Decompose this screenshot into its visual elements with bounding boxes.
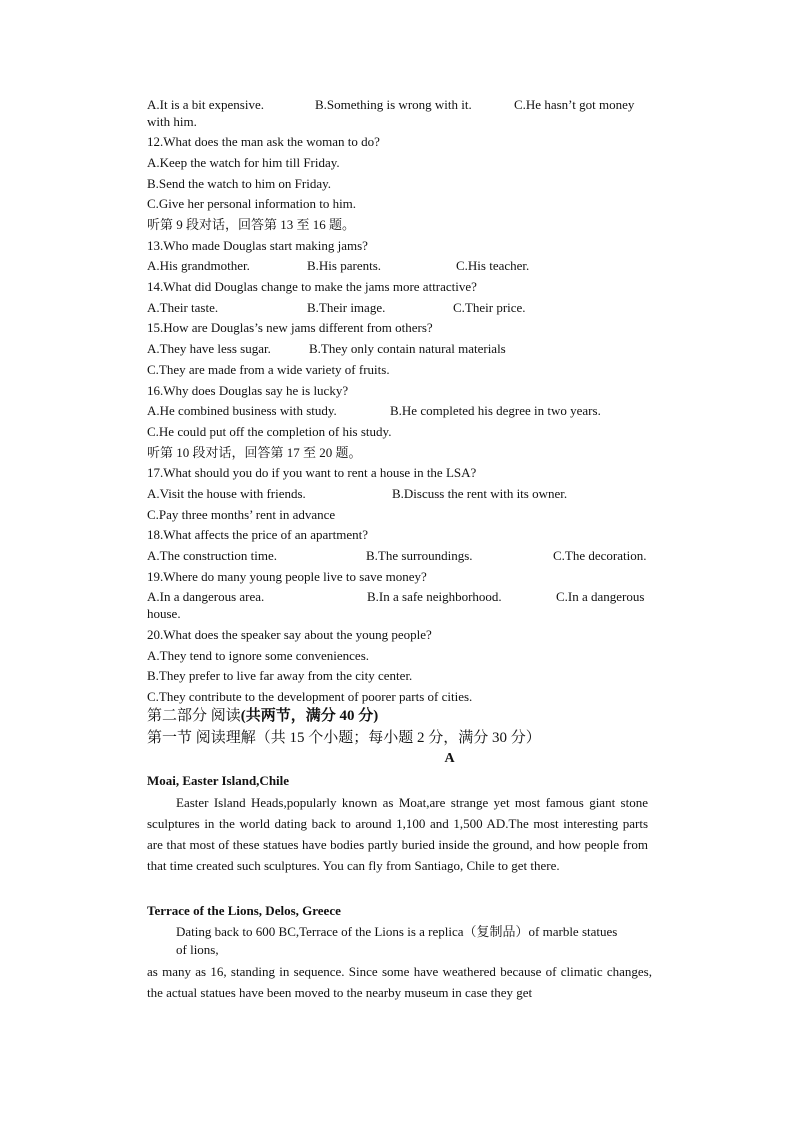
moai-paragraph: Easter Island Heads,popularly known as Moat,are strange yet most famous giant stone sculptures in the world dating back to around 1,100 and 1,500 AD.The most interesting parts are that most of these statues have bodies partly buried inside the ground, and how people from that time created such sculptures. You can fly from Santiago, Chile to get there. (147, 795, 648, 873)
q19-option-c-continued: house. (147, 606, 181, 621)
q14-option-a: A.Their taste. (147, 300, 219, 315)
q20-option-c: C.They contribute to the development of poorer parts of cities. (147, 689, 473, 704)
q13-option-a: A.His grandmother. (147, 258, 250, 273)
q14-stem: 14.What did Douglas change to make the jams more attractive? (147, 279, 477, 294)
terrace-line-2: of lions, (176, 942, 219, 957)
q19-option-a: A.In a dangerous area. (147, 589, 265, 604)
terrace-line-1: Dating back to 600 BC,Terrace of the Lions is a replica（复制品）of marble statues (176, 924, 618, 939)
q13-stem: 13.Who made Douglas start making jams? (147, 238, 368, 253)
q19-stem: 19.Where do many young people live to save money? (147, 569, 427, 584)
q17-option-a: A.Visit the house with friends. (147, 486, 306, 501)
q18-option-c: C.The decoration. (553, 548, 647, 563)
section1-heading: 第一节 阅读理解（共 15 个小题；每小题 2 分，满分 30 分） (147, 730, 541, 746)
q12-option-c: C.Give her personal information to him. (147, 196, 357, 211)
q17-stem: 17.What should you do if you want to rent a house in the LSA? (147, 465, 477, 480)
part2-heading-label: 第二部分 阅读 (147, 708, 241, 724)
q15-option-c: C.They are made from a wide variety of fruits. (147, 362, 390, 377)
instruction-dialogue-9: 听第 9 段对话，回答第 13 至 16 题。 (147, 217, 356, 232)
q15-option-b: B.They only contain natural materials (309, 341, 506, 356)
q20-option-a: A.They tend to ignore some conveniences. (147, 648, 370, 663)
part2-heading (147, 707, 378, 725)
q12-stem: 12.What does the man ask the woman to do? (147, 134, 380, 149)
q18-stem: 18.What affects the price of an apartment? (147, 527, 369, 542)
q17-option-b: B.Discuss the rent with its owner. (392, 486, 568, 501)
q12-option-a: A.Keep the watch for him till Friday. (147, 155, 340, 170)
q16-option-a: A.He combined business with study. (147, 403, 337, 418)
q18-option-b: B.The surroundings. (366, 548, 473, 563)
q12-option-b: B.Send the watch to him on Friday. (147, 176, 332, 191)
q13-option-b: B.His parents. (307, 258, 382, 273)
q14-option-b: B.Their image. (307, 300, 386, 315)
q14-option-c: C.Their price. (453, 300, 526, 315)
part2-heading-score: (共两节，满分 40 分) (240, 708, 379, 724)
q16-stem: 16.Why does Douglas say he is lucky? (147, 383, 349, 398)
terrace-title: Terrace of the Lions, Delos, Greece (147, 903, 341, 918)
q13-option-c: C.His teacher. (456, 258, 530, 273)
q11-option-a: A.It is a bit expensive. (147, 97, 264, 112)
q16-option-b: B.He completed his degree in two years. (390, 403, 601, 418)
q15-option-a: A.They have less sugar. (147, 341, 271, 356)
q15-stem: 15.How are Douglas’s new jams different from others? (147, 320, 433, 335)
q20-option-b: B.They prefer to live far away from the city center. (147, 668, 413, 683)
terrace-paragraph: as many as 16, standing in sequence. Since some have weathered because of climatic changes, the actual statues have been moved to the nearby museum in case they get (147, 964, 652, 1000)
q18-option-a: A.The construction time. (147, 548, 277, 563)
instruction-dialogue-10: 听第 10 段对话，回答第 17 至 20 题。 (147, 445, 362, 460)
q11-option-c-continued: with him. (147, 114, 197, 129)
moai-title: Moai, Easter Island,Chile (147, 773, 290, 788)
q17-option-c: C.Pay three months’ rent in advance (147, 507, 336, 522)
q11-option-b: B.Something is wrong with it. (315, 97, 472, 112)
q20-stem: 20.What does the speaker say about the young people? (147, 627, 432, 642)
q19-option-c: C.In a dangerous (556, 589, 645, 604)
q19-option-b: B.In a safe neighborhood. (367, 589, 502, 604)
q16-option-c: C.He could put off the completion of his study. (147, 424, 392, 439)
passage-label: A (444, 751, 455, 766)
q11-option-c: C.He hasn’t got money (514, 97, 635, 112)
